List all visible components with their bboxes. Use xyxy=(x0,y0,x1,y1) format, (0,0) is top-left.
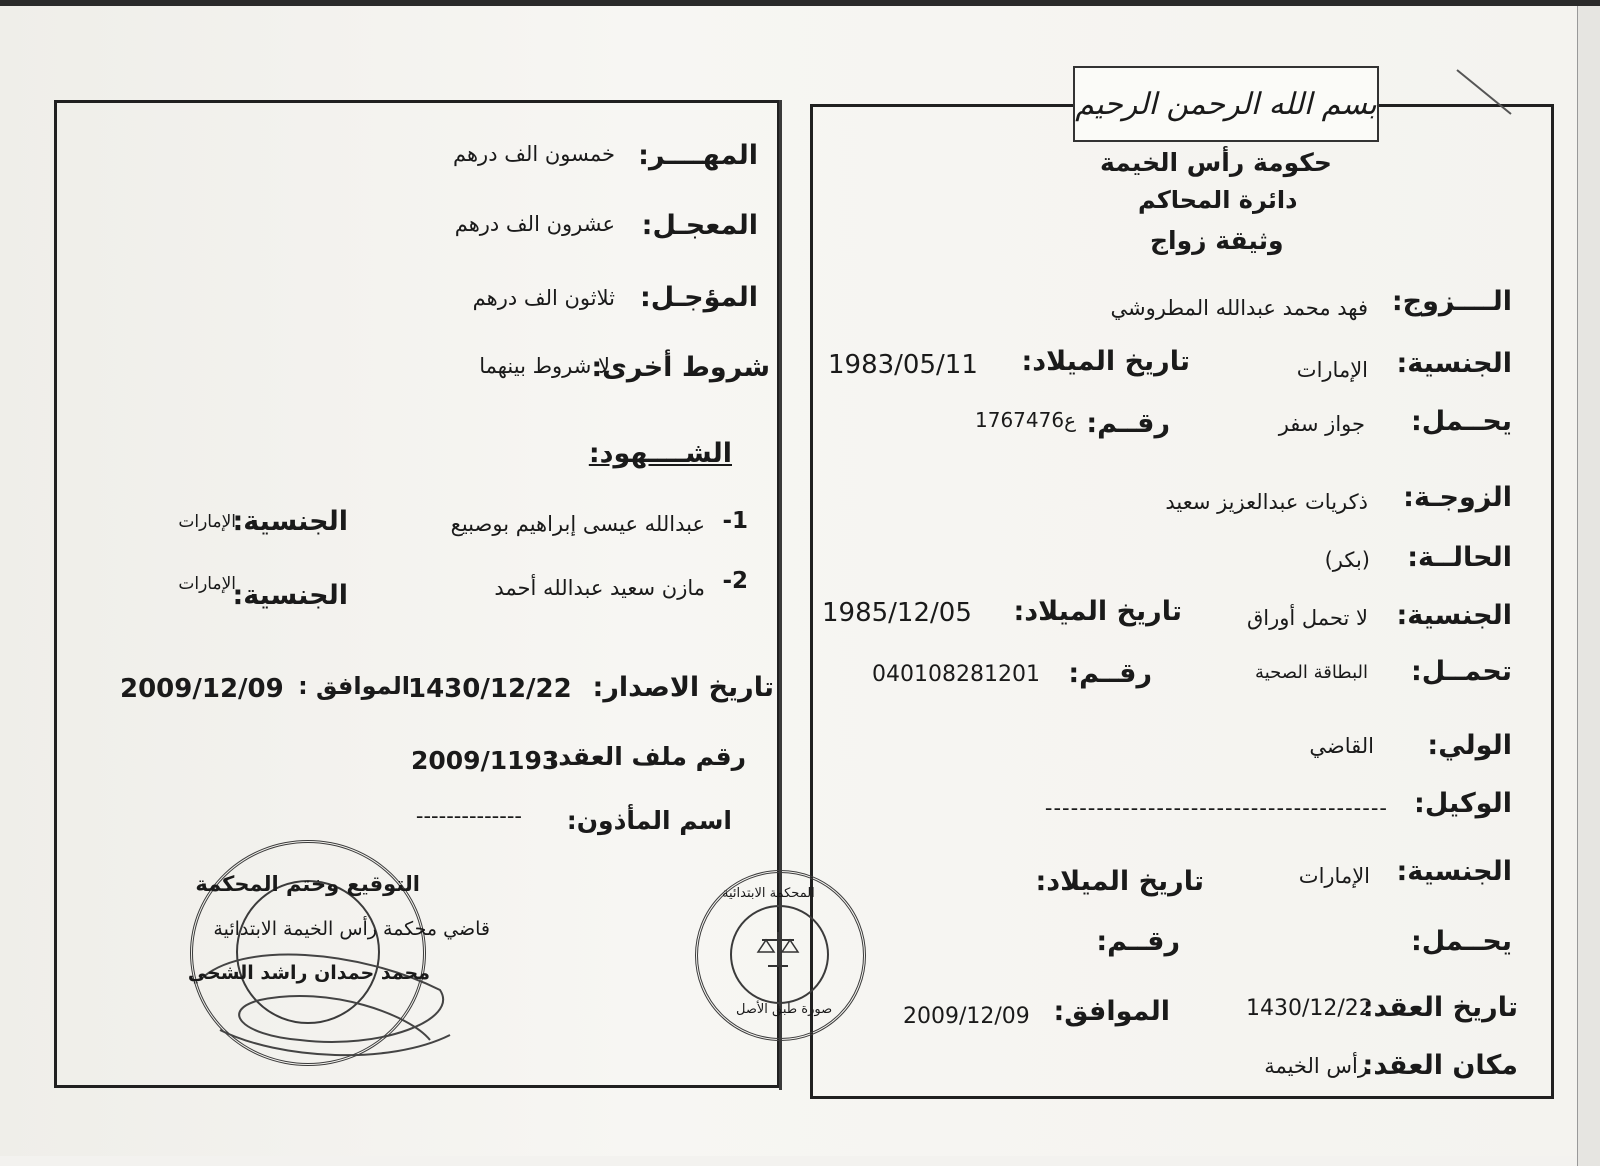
deferred-label: المؤجـل: xyxy=(639,282,758,313)
registrar-dashes: -------------- xyxy=(415,804,522,828)
contract-date-hijri: 1430/12/22 xyxy=(1246,996,1373,1021)
agent-nat: الإمارات xyxy=(1298,864,1370,888)
agent-num-label: رقــم: xyxy=(1096,926,1180,957)
scales-of-justice-icon xyxy=(756,928,800,972)
contract-date-label: تاريخ العقد: xyxy=(1362,992,1518,1023)
husband-dob: 1983/05/11 xyxy=(828,350,978,380)
witness2-no: 2- xyxy=(722,568,748,594)
agent-doc-label: يحــمل: xyxy=(1410,926,1512,957)
header-dept: دائرة المحاكم xyxy=(1138,186,1298,214)
scan-right-edge xyxy=(1577,6,1600,1166)
issue-hijri: 1430/12/22 xyxy=(408,674,572,704)
husband-label: الــــزوج: xyxy=(1391,286,1512,317)
witnesses-title: الشــــهود: xyxy=(588,438,732,469)
wife-nat: لا تحمل أوراق xyxy=(1246,606,1368,630)
witness1-no: 1- xyxy=(722,508,748,534)
contract-corr-label: الموافق: xyxy=(1053,996,1170,1027)
agent-label: الوكيل: xyxy=(1414,788,1512,819)
header-doc: وثيقة زواج xyxy=(1150,226,1284,255)
wife-num: 040108281201 xyxy=(872,662,1040,687)
advance-label: المعجـل: xyxy=(641,210,758,241)
issue-greg: 2009/12/09 xyxy=(120,674,284,704)
stamp-bottom-text: صورة طبق الأصل xyxy=(736,1002,833,1017)
judge-name: محمد حمدان راشد الشحي xyxy=(187,962,430,984)
husband-doc: جواز سفر xyxy=(1278,412,1365,436)
witness1-nat-label: الجنسية: xyxy=(232,506,348,537)
husband-nat: الإمارات xyxy=(1296,358,1368,382)
guardian: القاضي xyxy=(1309,734,1374,758)
contract-date-greg: 2009/12/09 xyxy=(903,1004,1030,1029)
wife-num-label: رقــم: xyxy=(1068,658,1152,689)
conditions-label: شروط أخرى: xyxy=(591,352,770,383)
place: رأس الخيمة xyxy=(1264,1054,1368,1078)
witness2-name: مازن سعيد عبدالله أحمد xyxy=(494,576,705,600)
dowry-label: المهــــر: xyxy=(638,140,758,171)
husband-nat-label: الجنسية: xyxy=(1396,348,1512,379)
witness1-name: عبدالله عيسى إبراهيم بوصبيع xyxy=(450,512,705,536)
dowry: خمسون الف درهم xyxy=(453,142,615,166)
agent-dob-label: تاريخ الميلاد: xyxy=(1035,866,1204,897)
husband-num: ع1767476 xyxy=(975,408,1077,432)
header-gov: حكومة رأس الخيمة xyxy=(1100,148,1332,177)
deferred: ثلاثون الف درهم xyxy=(472,286,615,310)
wife-doc-label: تحمــل: xyxy=(1410,656,1512,687)
husband-dob-label: تاريخ الميلاد: xyxy=(1021,346,1190,377)
husband-num-label: رقــم: xyxy=(1086,408,1170,439)
wife-doc: البطاقة الصحية xyxy=(1255,662,1368,683)
husband-name: فهد محمد عبدالله المطروشي xyxy=(1110,296,1368,320)
guardian-label: الولي: xyxy=(1427,730,1512,761)
place-label: مكان العقد: xyxy=(1362,1050,1518,1081)
advance: عشرون الف درهم xyxy=(454,212,615,236)
wife-dob-label: تاريخ الميلاد: xyxy=(1013,596,1182,627)
stamp-top-text: المحكمة الابتدائية xyxy=(722,886,815,901)
file-no: 2009/1193 xyxy=(411,746,560,775)
wife-label: الزوجـة: xyxy=(1403,482,1512,513)
witness2-nat-label: الجنسية: xyxy=(232,580,348,611)
signature-scribble xyxy=(180,920,480,1070)
file-label: رقم ملف العقد: xyxy=(548,742,746,771)
registrar-label: اسم المأذون: xyxy=(566,806,732,835)
wife-name: ذكريات عبدالعزيز سعيد xyxy=(1165,490,1368,514)
wife-nat-label: الجنسية: xyxy=(1396,600,1512,631)
judge-title: قاضي محكمة رأس الخيمة الابتدائية xyxy=(213,918,490,940)
witness1-nat: الإمارات xyxy=(178,512,236,532)
issue-label: تاريخ الاصدار: xyxy=(592,672,774,703)
agent-nat-label: الجنسية: xyxy=(1396,856,1512,887)
wife-status: (بكر) xyxy=(1324,548,1370,572)
wife-status-label: الحالــة: xyxy=(1407,542,1512,573)
conditions: لا شروط بينهما xyxy=(479,354,610,378)
issue-corr: الموافق : xyxy=(298,672,410,700)
pen-mark xyxy=(1455,68,1515,118)
witness2-nat: الإمارات xyxy=(178,574,236,594)
bismillah-calligraphy: بسم الله الرحمن الرحيم xyxy=(1073,66,1379,142)
wife-dob: 1985/12/05 xyxy=(822,598,972,628)
agent-dashes: ---------------------------------------- xyxy=(1044,796,1388,820)
husband-doc-label: يحــمل: xyxy=(1410,406,1512,437)
sign-title: التوقيع وختم المحكمة xyxy=(195,872,420,896)
